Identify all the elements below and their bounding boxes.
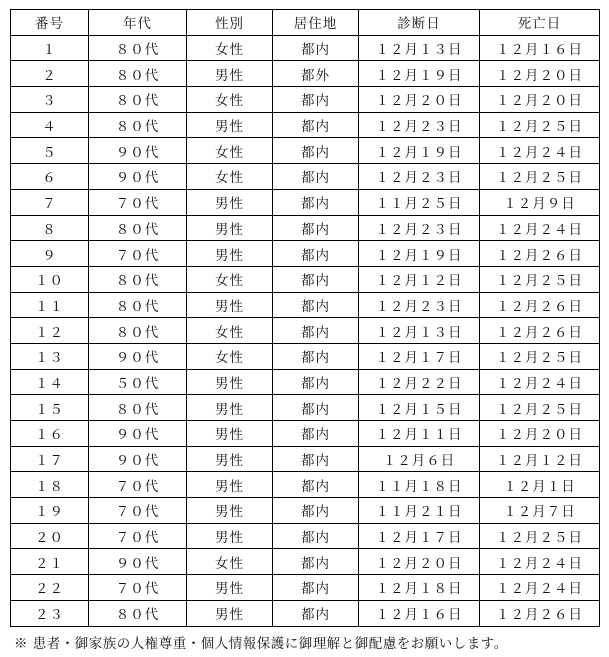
table-row [11,138,600,164]
cell-residence: 都内 [273,164,359,190]
cell-diagnosis-date: １２月１７日 [359,523,480,549]
cell-age-group: ８０代 [89,35,187,61]
cell-sex: 女性 [187,35,273,61]
cell-number: ２２ [11,575,89,601]
cell-number: ８ [11,215,89,241]
cell-death-date: １２月２６日 [480,292,600,318]
cell-number: ３ [11,87,89,113]
cell-residence: 都内 [273,35,359,61]
header-sex: 性別 [187,10,273,36]
cell-diagnosis-date: １２月２３日 [359,164,480,190]
cell-number: １９ [11,498,89,524]
cell-number: ７ [11,189,89,215]
cell-number: ２１ [11,549,89,575]
cell-residence: 都内 [273,189,359,215]
cell-number: １１ [11,292,89,318]
cell-number: １４ [11,369,89,395]
cell-death-date: １２月２４日 [480,549,600,575]
table-row [11,189,600,215]
cell-death-date: １２月２５日 [480,112,600,138]
cell-death-date: １２月２５日 [480,266,600,292]
cell-residence: 都内 [273,138,359,164]
cell-number: １２ [11,318,89,344]
cell-death-date: １２月２０日 [480,421,600,447]
cell-diagnosis-date: １１月２１日 [359,498,480,524]
cell-sex: 男性 [187,523,273,549]
cell-diagnosis-date: １２月１６日 [359,600,480,626]
cell-age-group: ７０代 [89,189,187,215]
cell-sex: 男性 [187,472,273,498]
cell-death-date: １２月２５日 [480,343,600,369]
cell-number: ４ [11,112,89,138]
cell-sex: 女性 [187,266,273,292]
cell-diagnosis-date: １２月１９日 [359,61,480,87]
table-row [11,318,600,344]
cell-age-group: ５０代 [89,369,187,395]
cell-death-date: １２月２４日 [480,215,600,241]
table-row [11,472,600,498]
cell-residence: 都内 [273,292,359,318]
cell-residence: 都内 [273,421,359,447]
cell-sex: 男性 [187,241,273,267]
cell-sex: 男性 [187,498,273,524]
cell-sex: 男性 [187,369,273,395]
cell-diagnosis-date: １２月２３日 [359,112,480,138]
cell-number: １８ [11,472,89,498]
cell-sex: 女性 [187,138,273,164]
cell-diagnosis-date: １２月６日 [359,446,480,472]
cell-sex: 女性 [187,87,273,113]
cell-sex: 女性 [187,318,273,344]
cell-residence: 都内 [273,215,359,241]
cell-sex: 女性 [187,164,273,190]
cell-death-date: １２月２４日 [480,369,600,395]
table-row [11,87,600,113]
cell-residence: 都内 [273,600,359,626]
cell-residence: 都内 [273,523,359,549]
cases-table [10,9,600,627]
cell-diagnosis-date: １２月１２日 [359,266,480,292]
table-row [11,498,600,524]
table-row [11,241,600,267]
cell-sex: 男性 [187,446,273,472]
cell-age-group: ９０代 [89,164,187,190]
cell-residence: 都内 [273,446,359,472]
table-row [11,446,600,472]
cases-table-body [11,35,600,626]
cell-number: １７ [11,446,89,472]
cell-age-group: ９０代 [89,138,187,164]
cell-residence: 都内 [273,87,359,113]
table-row [11,215,600,241]
cell-age-group: ８０代 [89,112,187,138]
cell-residence: 都内 [273,498,359,524]
cell-diagnosis-date: １２月１７日 [359,343,480,369]
table-row [11,35,600,61]
cell-residence: 都外 [273,61,359,87]
cell-number: １ [11,35,89,61]
table-row [11,369,600,395]
cell-number: １３ [11,343,89,369]
cell-death-date: １２月２６日 [480,600,600,626]
cell-diagnosis-date: １２月２０日 [359,549,480,575]
cell-death-date: １２月２５日 [480,395,600,421]
cell-sex: 男性 [187,575,273,601]
cell-sex: 男性 [187,112,273,138]
cell-diagnosis-date: １２月１３日 [359,318,480,344]
cell-age-group: ９０代 [89,343,187,369]
cell-residence: 都内 [273,369,359,395]
cell-sex: 女性 [187,549,273,575]
table-row [11,600,600,626]
header-number: 番号 [11,10,89,36]
cell-number: ６ [11,164,89,190]
cell-diagnosis-date: １２月１９日 [359,138,480,164]
cell-death-date: １２月２０日 [480,61,600,87]
header-death-date: 死亡日 [480,10,600,36]
cell-diagnosis-date: １２月２３日 [359,215,480,241]
cell-number: ２３ [11,600,89,626]
cell-number: ９ [11,241,89,267]
cell-age-group: ９０代 [89,549,187,575]
cell-age-group: ８０代 [89,600,187,626]
table-row [11,343,600,369]
cell-sex: 男性 [187,61,273,87]
cell-age-group: ８０代 [89,215,187,241]
cell-number: ２ [11,61,89,87]
cell-diagnosis-date: １２月１９日 [359,241,480,267]
header-age-group: 年代 [89,10,187,36]
table-row [11,575,600,601]
cell-number: １６ [11,421,89,447]
cell-diagnosis-date: １１月１８日 [359,472,480,498]
cell-age-group: ８０代 [89,395,187,421]
cell-residence: 都内 [273,266,359,292]
cell-residence: 都内 [273,549,359,575]
cell-age-group: ７０代 [89,523,187,549]
cases-table-header [11,10,600,36]
cell-death-date: １２月１６日 [480,35,600,61]
cell-number: １５ [11,395,89,421]
table-row [11,395,600,421]
table-row [11,292,600,318]
cell-diagnosis-date: １２月１１日 [359,421,480,447]
cell-death-date: １２月２６日 [480,241,600,267]
cell-number: ５ [11,138,89,164]
cell-residence: 都内 [273,343,359,369]
cell-residence: 都内 [273,575,359,601]
cell-age-group: ７０代 [89,575,187,601]
table-row [11,164,600,190]
cell-diagnosis-date: １２月２３日 [359,292,480,318]
cell-diagnosis-date: １２月１５日 [359,395,480,421]
cell-death-date: １２月２５日 [480,523,600,549]
cell-diagnosis-date: １２月２２日 [359,369,480,395]
cell-sex: 男性 [187,600,273,626]
cell-age-group: ９０代 [89,446,187,472]
privacy-note: ※ 患者・御家族の人権尊重・個人情報保護に御理解と御配慮をお願いします。 [14,636,508,652]
cell-sex: 男性 [187,189,273,215]
cell-age-group: ９０代 [89,421,187,447]
cell-death-date: １２月９日 [480,189,600,215]
cell-age-group: ７０代 [89,472,187,498]
cell-diagnosis-date: １２月１８日 [359,575,480,601]
table-row [11,549,600,575]
cell-death-date: １２月１２日 [480,446,600,472]
cell-number: ２０ [11,523,89,549]
cell-age-group: ７０代 [89,241,187,267]
table-row [11,61,600,87]
table-row [11,421,600,447]
cell-death-date: １２月２５日 [480,164,600,190]
cell-death-date: １２月１日 [480,472,600,498]
cell-age-group: ８０代 [89,292,187,318]
cell-residence: 都内 [273,112,359,138]
cell-death-date: １２月２６日 [480,318,600,344]
cell-age-group: ８０代 [89,61,187,87]
cell-age-group: ８０代 [89,87,187,113]
cell-diagnosis-date: １１月２５日 [359,189,480,215]
cell-residence: 都内 [273,318,359,344]
cell-residence: 都内 [273,472,359,498]
header-residence: 居住地 [273,10,359,36]
cell-diagnosis-date: １２月２０日 [359,87,480,113]
cell-diagnosis-date: １２月１３日 [359,35,480,61]
cell-age-group: ８０代 [89,266,187,292]
cell-death-date: １２月２４日 [480,138,600,164]
table-row [11,523,600,549]
cell-age-group: ８０代 [89,318,187,344]
cell-sex: 男性 [187,215,273,241]
table-row [11,112,600,138]
cell-sex: 男性 [187,395,273,421]
cell-sex: 男性 [187,421,273,447]
cell-residence: 都内 [273,241,359,267]
cell-sex: 女性 [187,343,273,369]
cell-residence: 都内 [273,395,359,421]
cell-sex: 男性 [187,292,273,318]
cell-death-date: １２月２０日 [480,87,600,113]
cell-number: １０ [11,266,89,292]
table-row [11,266,600,292]
cell-death-date: １２月２４日 [480,575,600,601]
cell-age-group: ７０代 [89,498,187,524]
cell-death-date: １２月７日 [480,498,600,524]
header-row [11,10,600,36]
header-diagnosis-date: 診断日 [359,10,480,36]
